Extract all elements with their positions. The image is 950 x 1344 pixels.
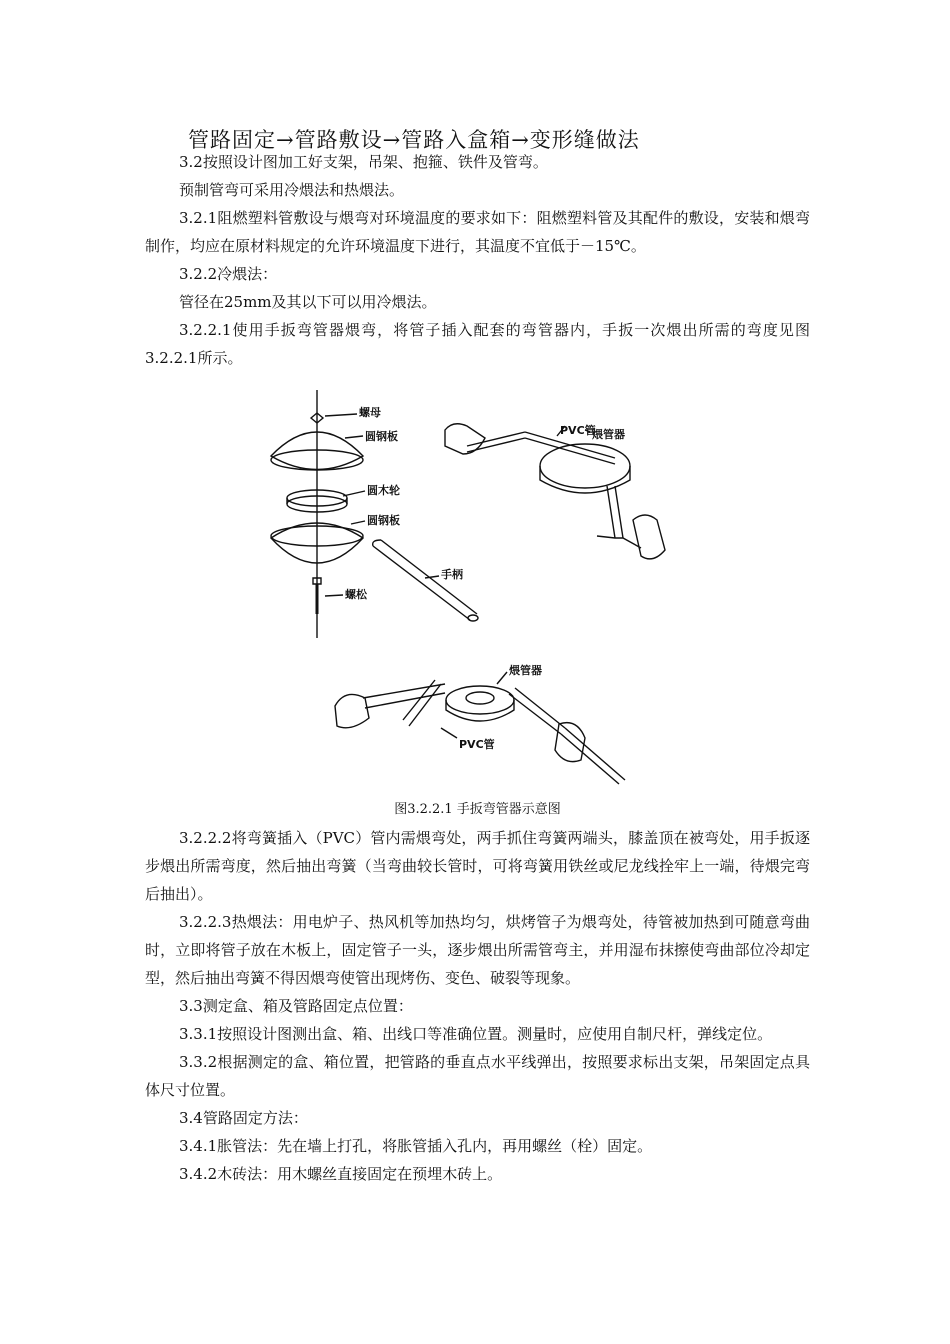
text-block-top <box>145 148 810 372</box>
bender-disc-shape <box>540 444 630 488</box>
section-heading: 管路固定→管路敷设→管路入盒箱→变形缝做法 <box>188 128 640 152</box>
paragraph: 管径在25mm及其以下可以用冷煨法。 <box>179 293 437 311</box>
paragraph: 3.2按照设计图加工好支架，吊架、抱箍、铁件及管弯。 <box>179 153 548 171</box>
paragraph: 3.3测定盒、箱及管路固定点位置： <box>179 997 413 1015</box>
label-bender-top: 煨管器 <box>592 428 625 441</box>
label-wood-wheel: 圆木轮 <box>367 484 400 497</box>
paragraph: 3.4.1胀管法：先在墙上打孔，将胀管插入孔内，再用螺丝（栓）固定。 <box>179 1137 653 1155</box>
text-block-bottom <box>145 824 810 1188</box>
figure-caption: 图3.2.2.1 手扳弯管器示意图 <box>394 802 561 817</box>
label-steel-plate-top: 圆钢板 <box>365 430 398 443</box>
paragraph: 3.2.2冷煨法： <box>179 265 278 283</box>
bender-figure <box>145 388 810 828</box>
paragraph: 3.3.2根据测定的盒、箱位置，把管路的垂直点水平线弹出，按照要求标出支架，吊架固定点具体尺寸位置。 <box>145 1053 810 1099</box>
bender-illustration <box>145 388 810 793</box>
bottom-left-hand-shape <box>335 694 369 727</box>
paragraph: 3.2.1阻燃塑料管敷设与煨弯对环境温度的要求如下：阻燃塑料管及其配件的敷设，安装和煨弯制作，均应在原材料规定的允许环境温度下进行，其温度不宜低于－15℃。 <box>145 209 810 255</box>
label-pvc-top: PVC管 <box>560 424 596 437</box>
label-handle: 手柄 <box>441 568 463 581</box>
bender-bottom-shape <box>446 686 514 714</box>
right-hand-shape <box>633 515 665 559</box>
label-pvc-bottom: PVC管 <box>459 738 495 751</box>
paragraph: 3.2.2.1使用手扳弯管器煨弯，将管子插入配套的弯管器内，手扳一次煨出所需的弯度见图3.2.2.1所示。 <box>145 321 810 367</box>
lever-shape <box>607 486 623 538</box>
paragraph: 3.3.1按照设计图测出盒、箱、出线口等准确位置。测量时，应使用自制尺杆，弹线定位。 <box>179 1025 773 1043</box>
paragraph: 3.4.2木砖法：用木螺丝直接固定在预埋木砖上。 <box>179 1165 503 1183</box>
label-bender-bottom: 煨管器 <box>509 664 542 677</box>
pvc-pipe-bottom-shape <box>403 680 441 726</box>
label-nut: 螺母 <box>359 406 381 419</box>
label-steel-plate-bottom: 圆钢板 <box>367 514 400 527</box>
paragraph: 预制管弯可采用冷煨法和热煨法。 <box>179 181 405 199</box>
paragraph: 3.2.2.2将弯簧插入（PVC）管内需煨弯处，两手抓住弯簧两端头，膝盖顶在被弯处，用手扳逐步煨出所需弯度，然后抽出弯簧（当弯曲较长管时，可将弯簧用铁丝或尼龙线拴牢上一端，待煨完弯后抽出）。 <box>145 829 810 903</box>
label-bolt: 螺松 <box>345 588 367 601</box>
paragraph: 3.2.2.3热煨法：用电炉子、热风机等加热均匀，烘烤管子为煨弯处，待管被加热到可随意弯曲时，立即将管子放在木板上，固定管子一头，逐步煨出所需管弯主，并用湿布抹擦使弯曲部位冷却定型，然后抽出弯簧不得因煨弯使管出现烤伤、变色、破裂等现象。 <box>145 913 810 987</box>
paragraph: 3.4管路固定方法： <box>179 1109 308 1127</box>
